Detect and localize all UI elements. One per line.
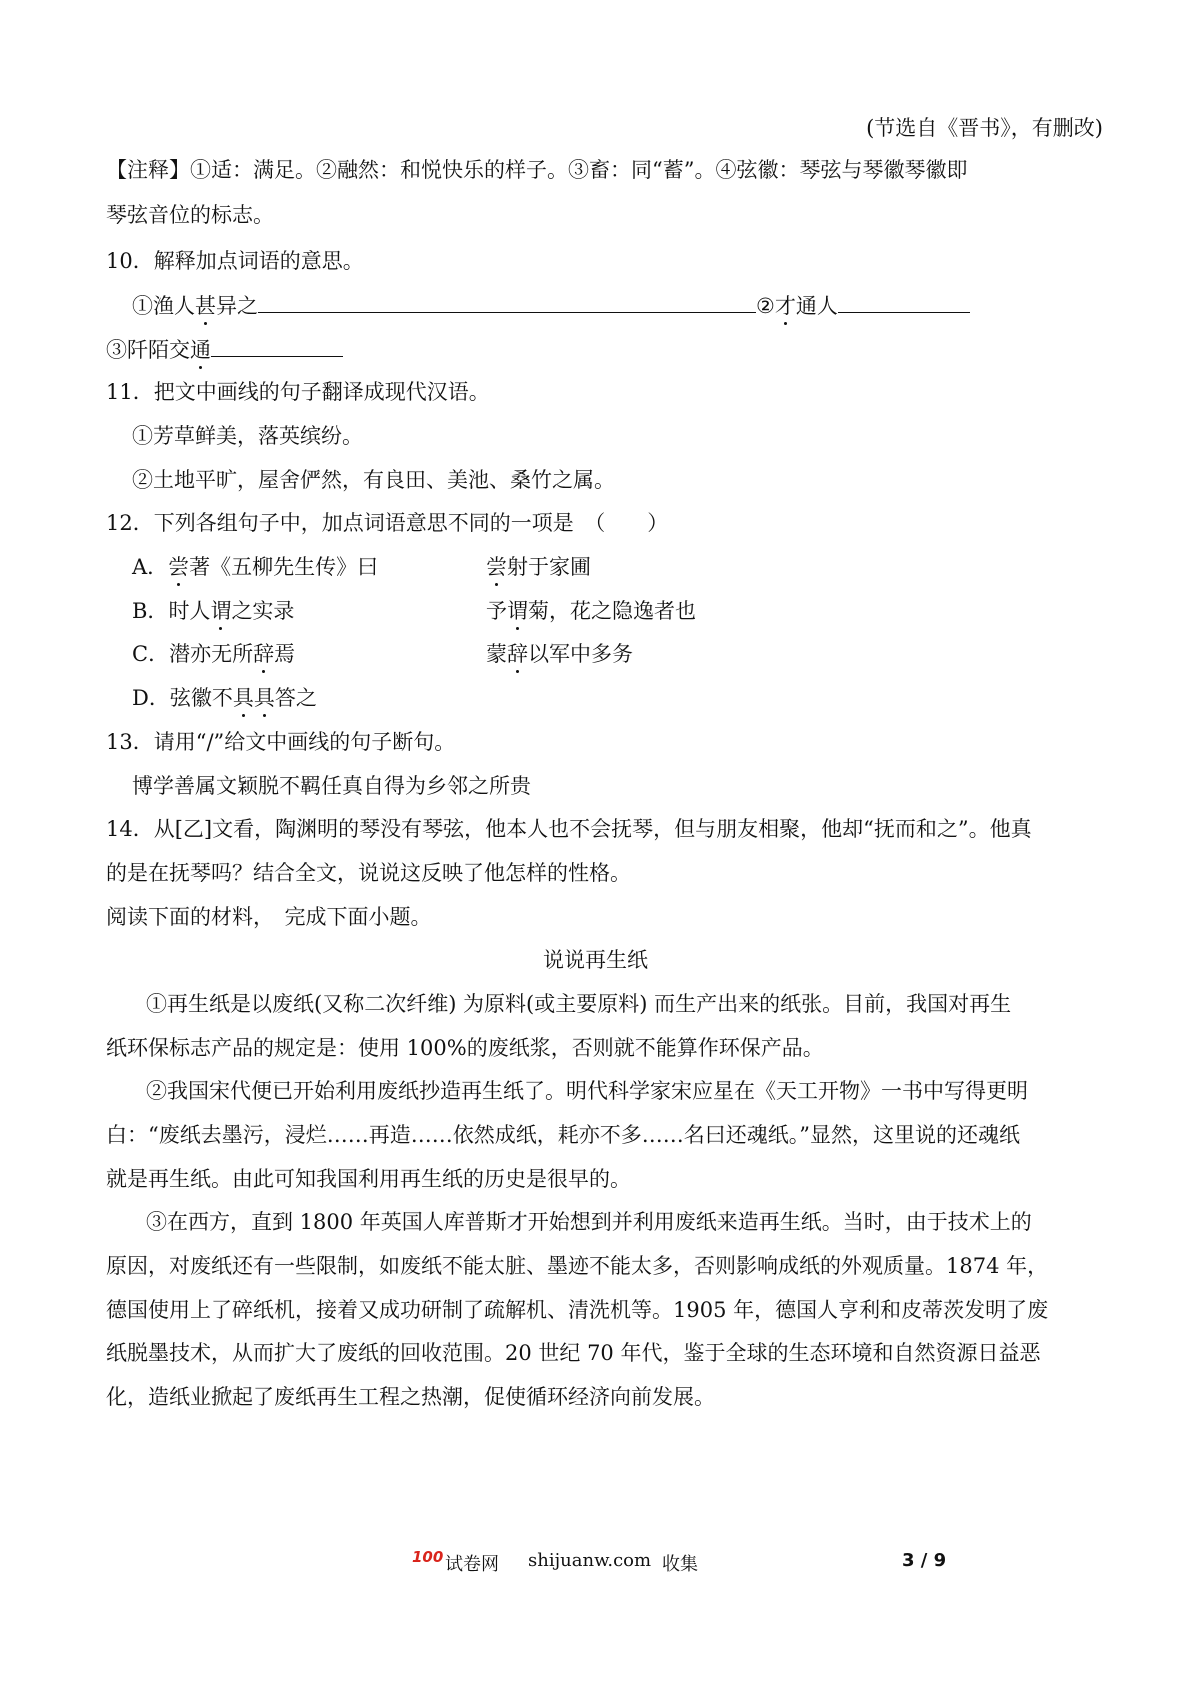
q12-option-c-right [486,640,633,668]
q10-stem: 10．解释加点词语的意思。 [106,249,364,273]
emphasis-char: 尝 [486,555,507,579]
option-label: C． [132,642,170,666]
emphasis-char: 才 [774,294,796,318]
q14-line-1: 14．从[乙]文看，陶渊明的琴没有琴弦，他本人也不会抚琴，但与朋友相聚，他却“抚而和之”。他真 [106,817,1032,841]
option-text: 时人 [168,599,211,623]
emphasis-char: 谓 [210,599,232,623]
site-url[interactable]: shijuanw.com [528,1550,652,1571]
option-text: 答之 [274,686,317,710]
q10-item-2-pre: ② [756,294,775,318]
reading-intro: 阅读下面的材料， 完成下面小题。 [106,905,432,929]
answer-blank-2[interactable] [838,290,970,313]
option-text: 弦徽不 [169,686,233,710]
collect-label: 收集 [662,1554,698,1575]
q12-option-c-left[interactable] [132,640,295,668]
emphasis-char: 通 [190,338,211,362]
site-logo-text: 试卷网 [445,1554,499,1575]
article-p3-line-4: 纸脱墨技术，从而扩大了废纸的回收范围。20 世纪 70 年代，鉴于全球的生态环境和自然资源日益恶 [106,1341,1041,1365]
q12-stem: 12．下列各组句子中，加点词语意思不同的一项是 （ ） [106,511,669,535]
option-text: 焉 [274,642,296,666]
q13-stem: 13．请用“/”给文中画线的句子断句。 [106,730,456,754]
q11-stem: 11．把文中画线的句子翻译成现代汉语。 [106,380,490,404]
article-p1-line-2: 纸环保标志产品的规定是：使用 100%的废纸浆，否则就不能算作环保产品。 [106,1036,824,1060]
emphasis-char: 辞 [253,642,275,666]
q10-item-3-pre: ③阡陌交 [106,338,190,362]
article-p2-line-1: ②我国宋代便已开始利用废纸抄造再生纸了。明代科学家宋应星在《天工开物》一书中写得更明 [146,1079,1028,1103]
article-p2-line-2: 白：“废纸去墨污，浸烂……再造……依然成纸，耗亦不多……名曰还魂纸。”显然，这里说的还魂纸 [106,1123,1020,1147]
q10-item-2-post: 通人 [795,294,838,318]
option-label: A． [132,555,169,579]
article-p1-line-1: ①再生纸是以废纸(又称二次纤维) 为原料(或主要原料) 而生产出来的纸张。目前，我国对再生 [146,992,1012,1016]
option-text: 潜亦无所 [169,642,254,666]
option-text: 射于家圃 [507,555,591,579]
q10-item-1-pre: ①渔人 [132,294,195,318]
answer-blank-3[interactable] [211,334,343,357]
emphasis-char: 谓 [507,599,528,623]
q12-option-d[interactable] [132,684,317,712]
option-text: 以军中多务 [528,642,633,666]
emphasis-char: 尝 [168,555,190,579]
option-label: B． [132,599,169,623]
article-title: 说说再生纸 [543,948,648,972]
q14-line-2: 的是在抚琴吗？结合全文，说说这反映了他怎样的性格。 [106,861,631,885]
article-p3-line-3: 德国使用上了碎纸机，接着又成功研制了疏解机、清洗机等。1905 年，德国人亨利和皮蒂茨发明了废 [106,1298,1049,1322]
site-logo-number: 100 [412,1548,444,1566]
q12-option-a-left[interactable] [132,553,378,581]
q12-option-b-right [486,597,696,625]
option-text: 著《五柳先生传》曰 [189,555,379,579]
q10-item-1 [132,290,970,320]
page-footer [0,1550,1191,1580]
emphasis-char: 具 [253,686,275,710]
notes-line-1: 【注释】①适：满足。②融然：和悦快乐的样子。③畜：同“蓄”。④弦徽：琴弦与琴徽琴徽即 [106,158,968,182]
page-number: 3 / 9 [902,1550,947,1571]
q10-item-1-post: 异之 [216,294,258,318]
option-text: 予 [486,599,507,623]
emphasis-char: 甚 [195,294,216,318]
q11-sentence-1: ①芳草鲜美，落英缤纷。 [132,424,363,448]
article-p2-line-3: 就是再生纸。由此可知我国利用再生纸的历史是很早的。 [106,1167,631,1191]
article-p3-line-5: 化，造纸业掀起了废纸再生工程之热潮，促使循环经济向前发展。 [106,1385,715,1409]
option-text: 蒙 [486,642,507,666]
q12-option-b-left[interactable] [132,597,294,625]
option-text: 之实录 [231,599,295,623]
q10-item-3 [106,334,343,364]
source-note: (节选自《晋书》，有删改) [866,116,1103,140]
answer-blank-1[interactable] [258,290,756,313]
q12-option-a-right [486,553,591,581]
emphasis-char: 具 [232,686,254,710]
option-text: 菊，花之隐逸者也 [528,599,696,623]
article-p3-line-1: ③在西方，直到 1800 年英国人库普斯才开始想到并利用废纸来造再生纸。当时，由于技术上的 [146,1210,1032,1234]
notes-line-2: 琴弦音位的标志。 [106,203,274,227]
emphasis-char: 辞 [507,642,528,666]
option-label: D． [132,686,170,710]
q11-sentence-2: ②土地平旷，屋舍俨然，有良田、美池、桑竹之属。 [132,468,615,492]
article-p3-line-2: 原因，对废纸还有一些限制，如废纸不能太脏、墨迹不能太多，否则影响成纸的外观质量。1874 年， [106,1254,1049,1278]
q13-text: 博学善属文颖脱不羁任真自得为乡邻之所贵 [132,774,531,798]
